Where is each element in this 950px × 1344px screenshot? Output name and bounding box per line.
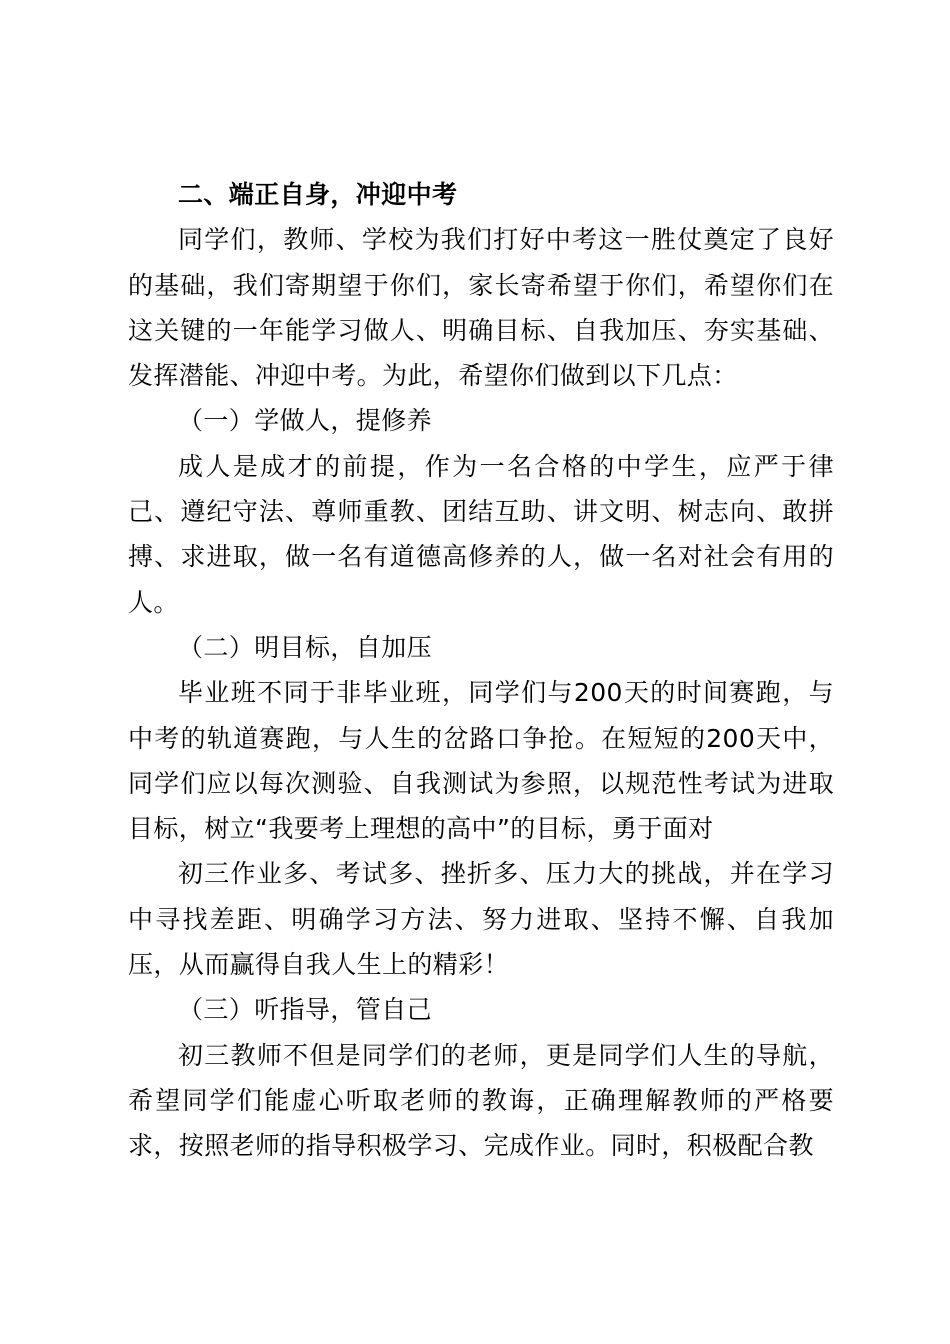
section-heading: 二、端正自身，冲迎中考	[178, 180, 458, 209]
subheading-3: （三）听指导，管自己	[178, 995, 433, 1025]
subheading-1: （一）学做人，提修养	[178, 406, 433, 436]
paragraph-2: 毕业班不同于非毕业班，同学们与200天的时间赛跑，与中考的轨道赛跑，与人生的岔路口争抢。在短短的200天中，同学们应以每次测验、自我测试为参照，以规范性考试为进取目标，树立“我要考上理想的高中”的目标，勇于面对	[128, 678, 834, 844]
paragraph-3: 初三作业多、考试多、挫折多、压力大的挑战，并在学习中寻找差距、明确学习方法、努力进取、坚持不懈、自我加压，从而赢得自我人生上的精彩！	[128, 859, 834, 980]
paragraph-1: 成人是成才的前提，作为一名合格的中学生，应严于律己、遵纪守法、尊师重教、团结互助、讲文明、树志向、敢拼搏、求进取，做一名有道德高修养的人，做一名对社会有用的人。	[128, 451, 834, 617]
paragraph-4: 初三教师不但是同学们的老师，更是同学们人生的导航，希望同学们能虚心听取老师的教诲，正确理解教师的严格要求，按照老师的指导积极学习、完成作业。同时，积极配合教	[128, 1040, 834, 1161]
intro-paragraph: 同学们，教师、学校为我们打好中考这一胜仗奠定了良好的基础，我们寄期望于你们，家长寄希望于你们，希望你们在这关键的一年能学习做人、明确目标、自我加压、夯实基础、发挥潜能、冲迎中考。为此，希望你们做到以下几点：	[128, 225, 834, 391]
subheading-2: （二）明目标，自加压	[178, 632, 433, 662]
document-page	[128, 172, 834, 1169]
